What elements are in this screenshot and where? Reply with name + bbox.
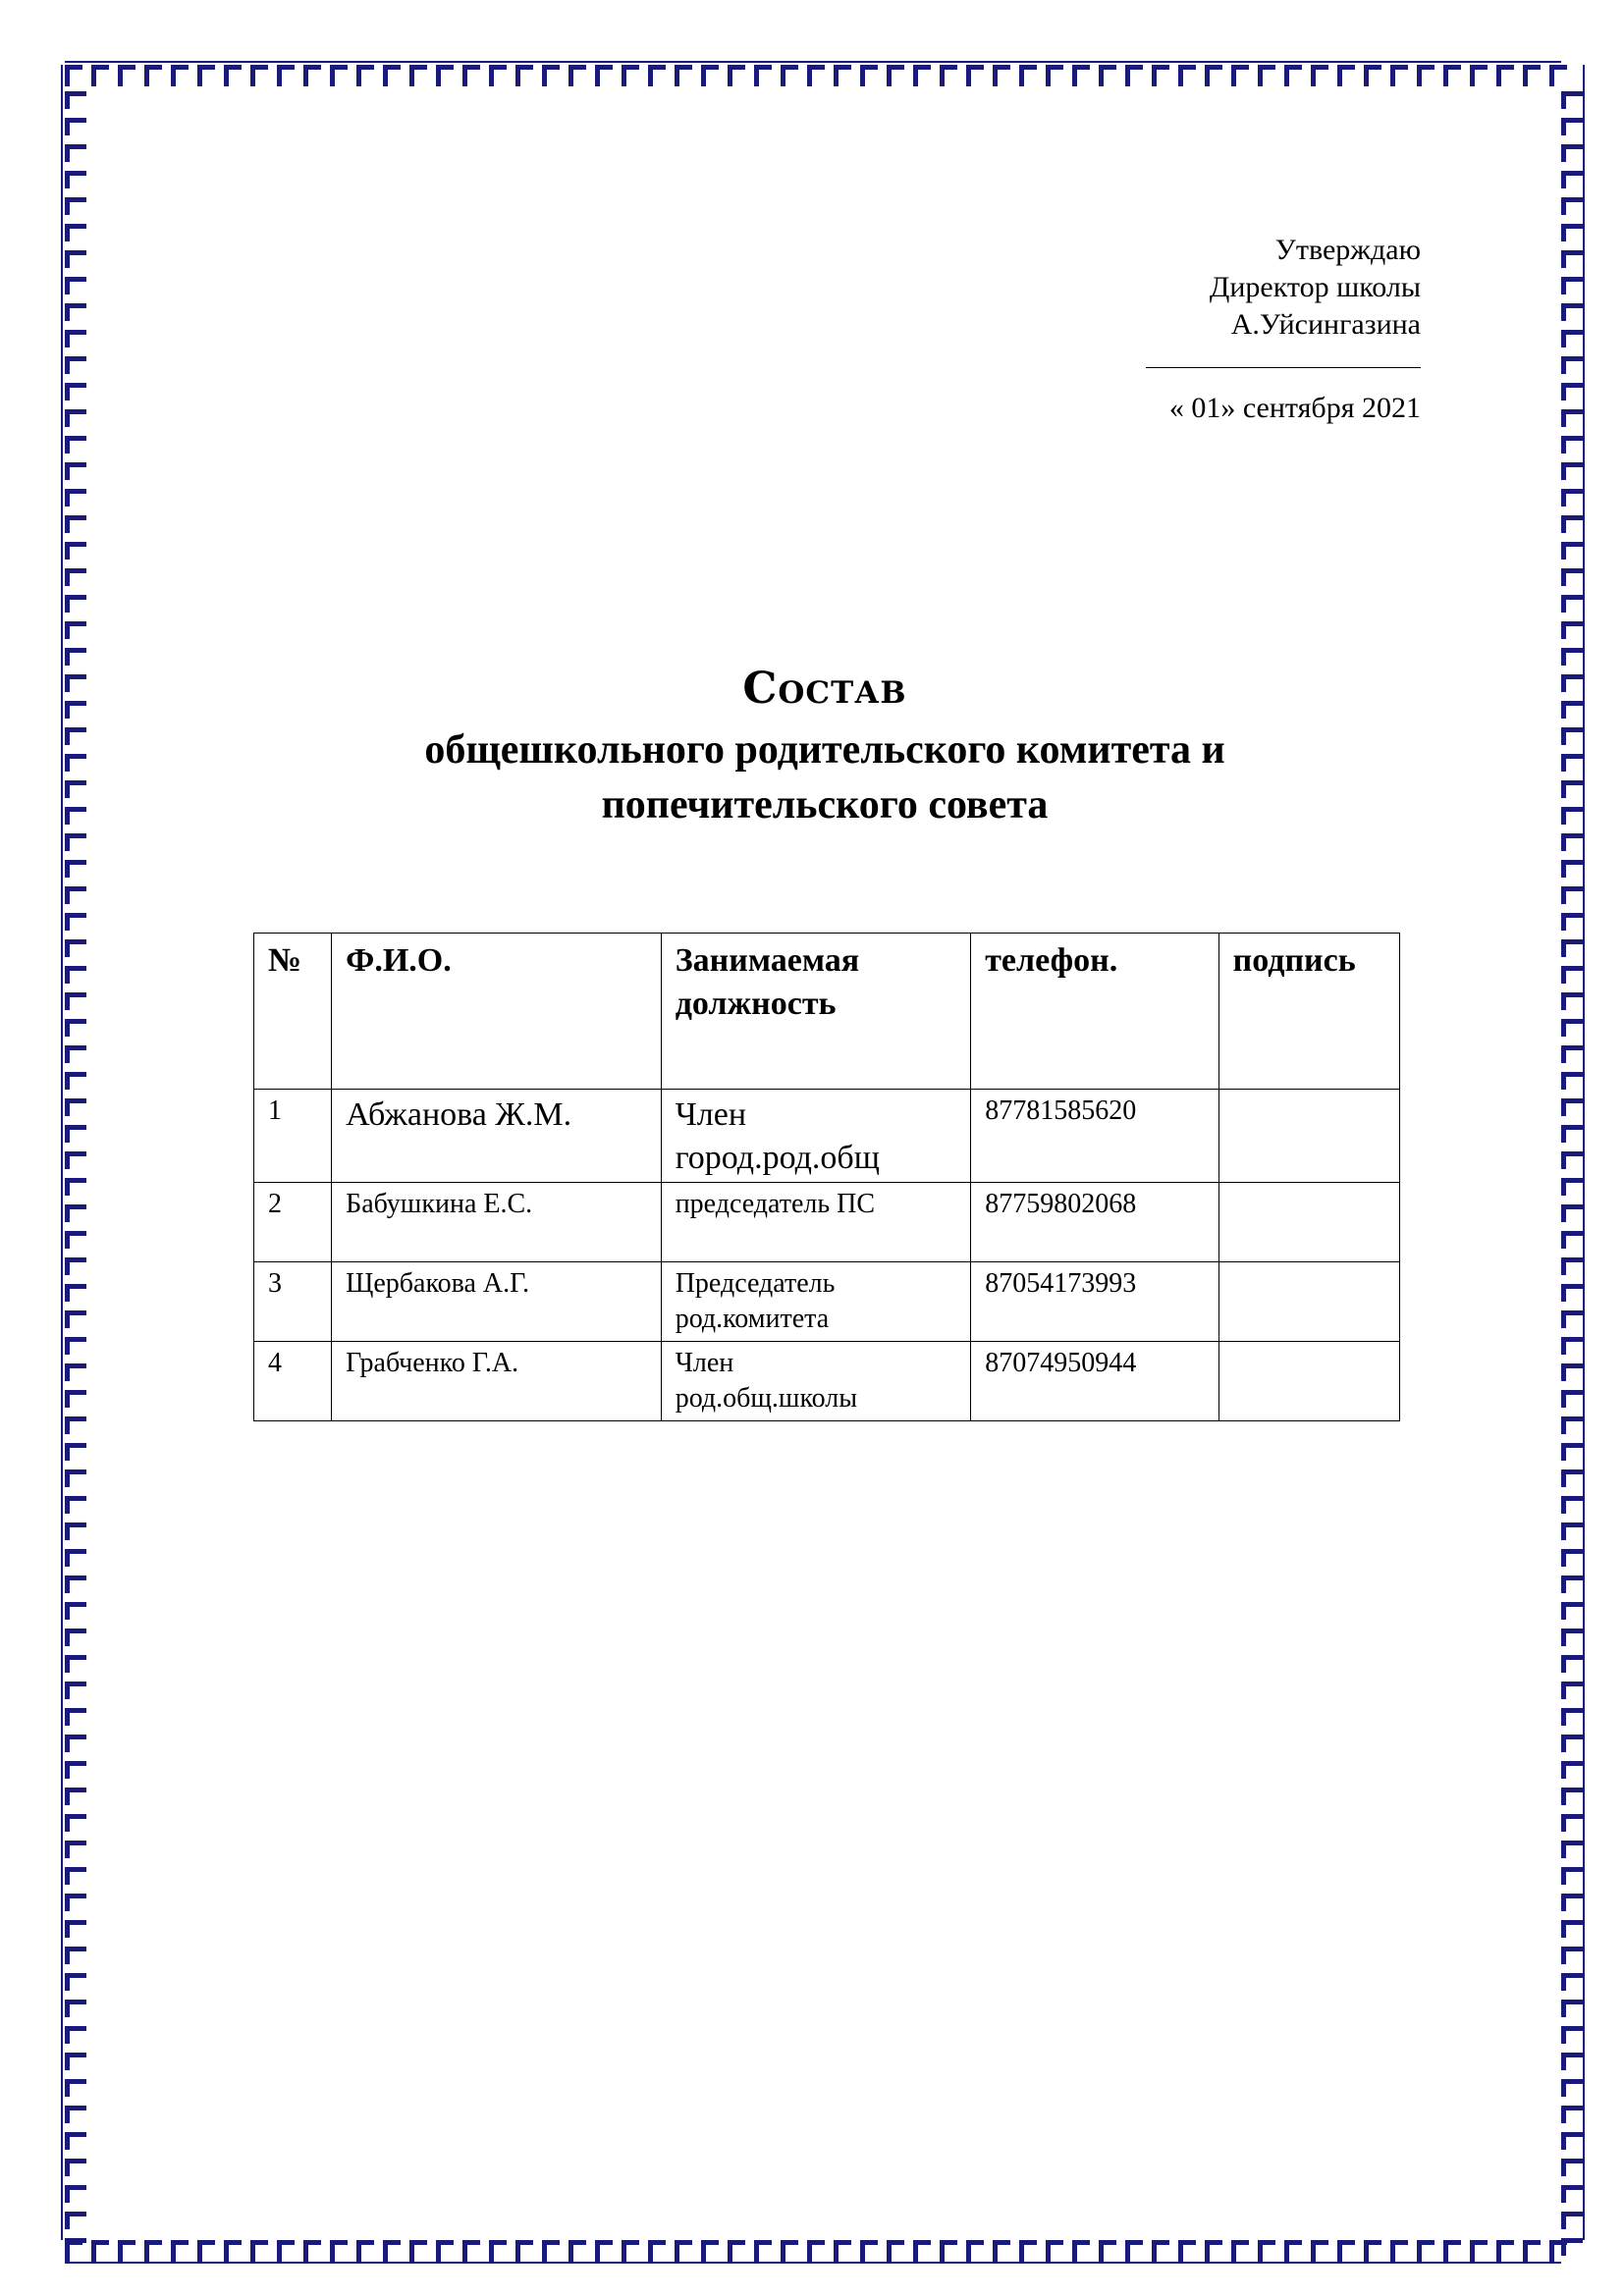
document-title bbox=[255, 656, 1394, 832]
cell-num: 2 bbox=[254, 1183, 332, 1262]
cell-position-line-1: Председатель bbox=[675, 1268, 836, 1299]
cell-num: 3 bbox=[254, 1262, 332, 1342]
header-position-line-1: Занимаемая bbox=[675, 942, 860, 979]
table-row bbox=[254, 1342, 1400, 1421]
header-signature: подпись bbox=[1218, 934, 1399, 1090]
cell-position-line-1: Член bbox=[675, 1348, 734, 1378]
approval-line: Утверждаю bbox=[1274, 234, 1421, 266]
cell-signature bbox=[1218, 1262, 1399, 1342]
title-main: Состав bbox=[742, 664, 907, 714]
cell-position bbox=[661, 1183, 971, 1262]
cell-position-line-2: род.общ.школы bbox=[675, 1383, 858, 1414]
director-title: Директор школы bbox=[1209, 271, 1421, 303]
cell-position-line-1: председатель ПС bbox=[675, 1189, 876, 1219]
cell-phone: 87781585620 bbox=[971, 1090, 1218, 1183]
cell-position-line-2: город.род.общ bbox=[675, 1140, 880, 1176]
cell-phone: 87759802068 bbox=[971, 1183, 1218, 1262]
header-phone: телефон. bbox=[971, 934, 1218, 1090]
header-position-line-2: должность bbox=[675, 986, 837, 1022]
title-subtitle-line-1: общешкольного родительского комитета и bbox=[424, 727, 1225, 773]
cell-phone: 87054173993 bbox=[971, 1262, 1218, 1342]
cell-position-line-2: род.комитета bbox=[675, 1304, 830, 1334]
cell-name: Абжанова Ж.М. bbox=[332, 1090, 662, 1183]
table-row bbox=[254, 1262, 1400, 1342]
cell-name: Щербакова А.Г. bbox=[332, 1262, 662, 1342]
cell-phone: 87074950944 bbox=[971, 1342, 1218, 1421]
table-row bbox=[254, 1183, 1400, 1262]
signature-line bbox=[1146, 344, 1421, 368]
cell-signature bbox=[1218, 1090, 1399, 1183]
header-num: № bbox=[254, 934, 332, 1090]
cell-signature bbox=[1218, 1183, 1399, 1262]
table-row bbox=[254, 1090, 1400, 1183]
cell-name: Бабушкина Е.С. bbox=[332, 1183, 662, 1262]
table-header-row bbox=[254, 934, 1400, 1090]
approval-date: « 01» сентября 2021 bbox=[1168, 392, 1421, 424]
approval-block bbox=[1028, 232, 1421, 427]
cell-num: 1 bbox=[254, 1090, 332, 1183]
header-position bbox=[661, 934, 971, 1090]
cell-position bbox=[661, 1090, 971, 1183]
cell-signature bbox=[1218, 1342, 1399, 1421]
cell-name: Грабченко Г.А. bbox=[332, 1342, 662, 1421]
cell-position bbox=[661, 1342, 971, 1421]
header-name: Ф.И.О. bbox=[332, 934, 662, 1090]
director-name: А.Уйсингазина bbox=[1230, 308, 1421, 341]
cell-position bbox=[661, 1262, 971, 1342]
title-subtitle-line-2: попечительского совета bbox=[601, 782, 1049, 828]
cell-num: 4 bbox=[254, 1342, 332, 1421]
cell-position-line-1: Член bbox=[675, 1096, 747, 1133]
members-table bbox=[253, 933, 1400, 1421]
